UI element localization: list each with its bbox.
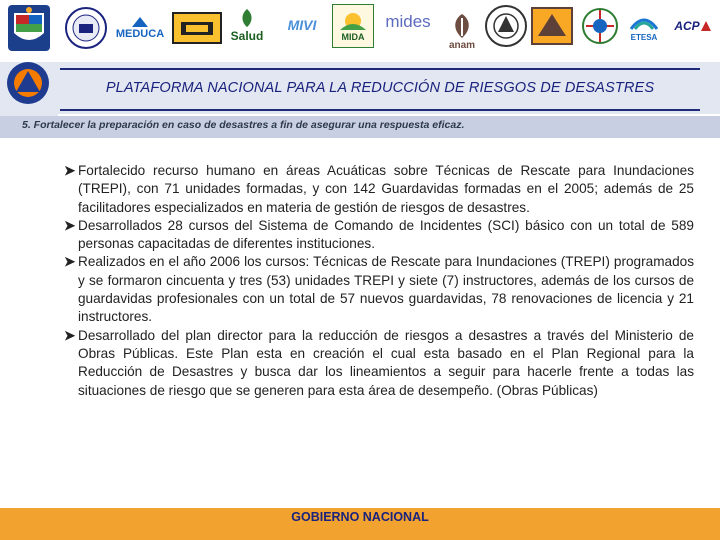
mides-logo-text: mides [385, 12, 431, 31]
institution-seal-logo [64, 6, 108, 50]
list-item [64, 217, 694, 254]
institution-logo-yellow [172, 12, 222, 44]
panama-seal-logo [6, 3, 52, 55]
salud-logo-text: Salud [230, 29, 264, 43]
list-item [64, 327, 694, 400]
etesa-logo-text: ETESA [630, 32, 658, 42]
mivi-logo-text: MIVI [287, 17, 317, 33]
title-bottom-rule [60, 109, 700, 111]
mida-logo [332, 4, 374, 48]
bullet-list [64, 162, 694, 400]
mivi-logo [276, 12, 328, 38]
mida-logo-text: MIDA [341, 32, 365, 42]
title-top-rule [60, 68, 700, 70]
list-item-text: Fortalecido recurso humano en áreas Acuáticas sobre Técnicas de Rescate para Inundaciones (TREPI), con 71 unidades formadas, y con 142 Guardavidas formadas en el 2005; además de 25 facilitadores especializados en materia de gestión de riesgos de desastres. [78, 163, 694, 215]
acp-logo [670, 12, 716, 40]
salud-logo [224, 4, 270, 46]
page-title: PLATAFORMA NACIONAL PARA LA REDUCCIÓN DE RIESGOS DE DESASTRES [105, 80, 655, 96]
arrow-bullet-icon: ➤ [64, 163, 76, 178]
footer-label: GOBIERNO NACIONAL [291, 510, 429, 524]
meduca-logo [114, 10, 166, 46]
list-item [64, 253, 694, 326]
proteccion-civil-logo [5, 60, 51, 106]
arrow-bullet-icon: ➤ [64, 327, 76, 343]
arrow-bullet-icon: ➤ [64, 217, 76, 233]
sinaproc-seal-logo [484, 4, 528, 48]
list-item [64, 162, 694, 217]
list-item-text: Desarrollados 28 cursos del Sistema de Comando de Incidentes (SCI) básico con un total de 589 personas capacitadas de diferentes instituciones. [78, 217, 694, 252]
institution-logo-globe [580, 6, 620, 46]
list-item-text: Realizados en el año 2006 los cursos: Técnicas de Rescate para Inundaciones (TREPI) programados y se formaron cincuenta y tres (53) unidades TREPI y siete (7) instructores, además de los cursos de guardavidas profesionales con un total de 57 nuevos guardavidas, 78 renovaciones de licencia y 21 instructores. [78, 254, 694, 325]
institution-logo-gold [530, 6, 574, 46]
mides-logo [376, 8, 440, 36]
etesa-logo [622, 6, 666, 46]
section-subtitle: 5. Fortalecer la preparación en caso de desastres a fin de asegurar una respuesta eficaz. [22, 119, 465, 131]
anam-logo-text: anam [448, 39, 476, 51]
anam-logo [442, 6, 482, 56]
meduca-logo-text: MEDUCA [115, 28, 165, 40]
list-item-text: Desarrollado del plan director para la reducción de riesgos a desastres a través del Ministerio de Obras Públicas. Este Plan esta en creación el cual esta basado en el Plan Regional para la Reducción de Desastres y busca dar los lineamientos a seguir para hacerle frente a todas las situaciones de riesgo que se generen para esta área de desempeño. (Obras Públicas) [78, 327, 694, 398]
acp-logo-text: ACP [674, 19, 700, 33]
arrow-bullet-icon: ➤ [64, 254, 76, 270]
